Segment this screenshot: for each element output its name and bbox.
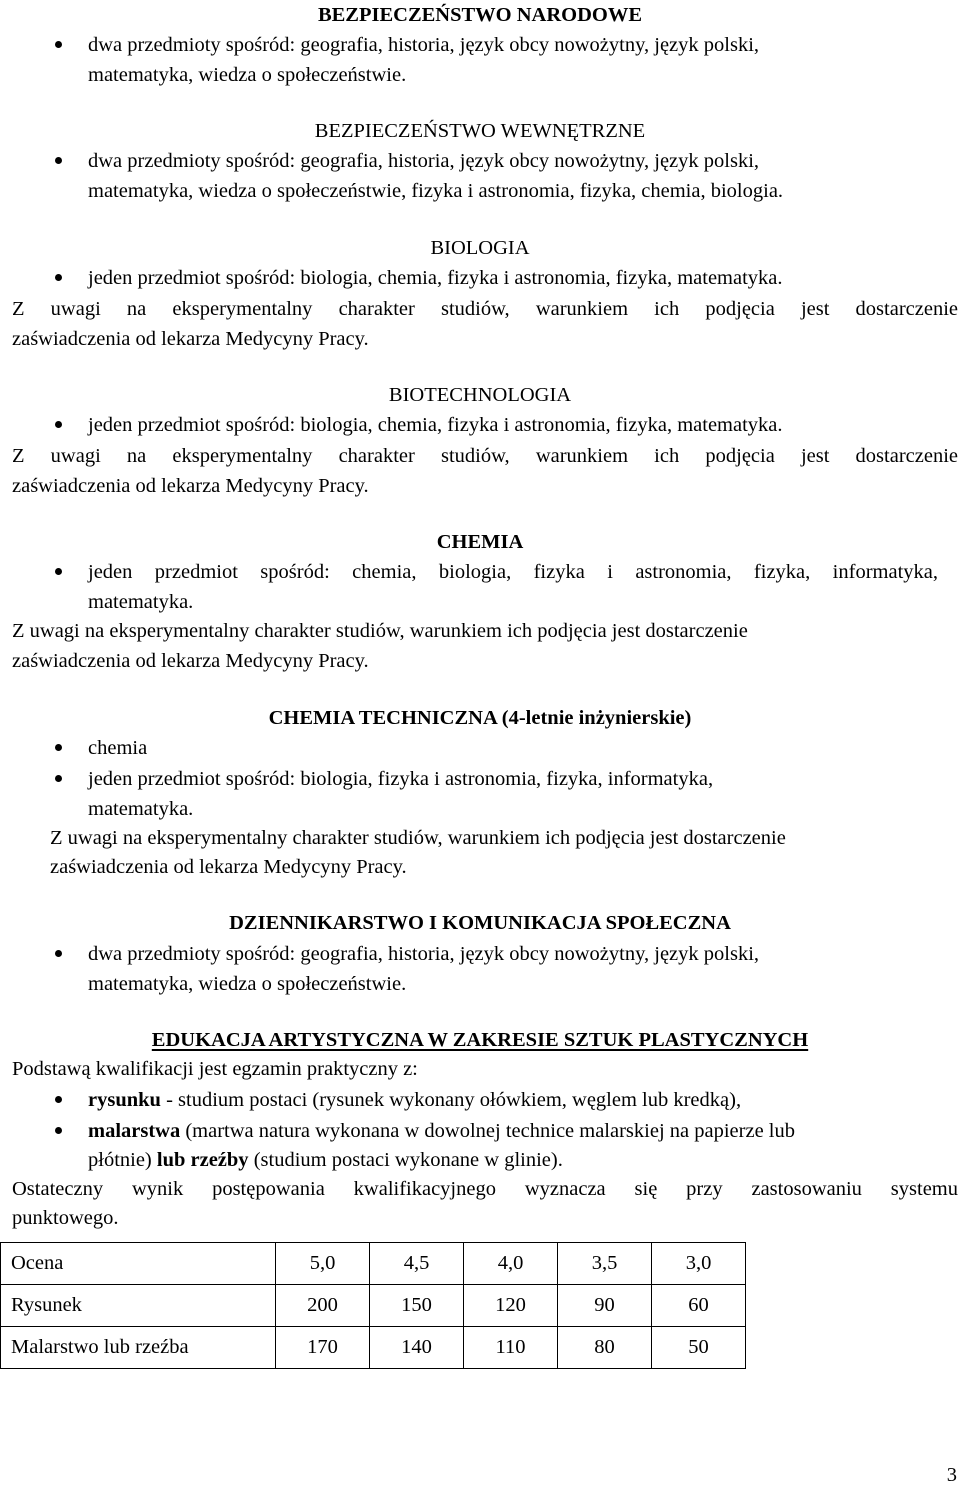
table-cell: 140 [370, 1327, 464, 1369]
bullet-icon [55, 568, 62, 575]
list-item-bold: lub rzeźby [156, 1149, 249, 1171]
list-item-text: - studium postaci (rysunek wykonany ołówkiem, węglem lub kredką), [160, 1089, 742, 1111]
note-text: Z uwagi na eksperymentalny charakter studiów, warunkiem ich podjęcia jest dostarczenie [12, 620, 748, 642]
table-row [1, 1327, 746, 1369]
table-cell: 150 [370, 1285, 464, 1327]
note-text: Z uwagi na eksperymentalny charakter studiów, warunkiem ich podjęcia jest dostarczenie [12, 445, 958, 467]
list-item-malarstwa [88, 1116, 795, 1146]
table-cell: Ocena [1, 1243, 276, 1285]
table-cell: Malarstwo lub rzeźba [1, 1327, 276, 1369]
grading-table [0, 1242, 746, 1369]
note-text: Z uwagi na eksperymentalny charakter studiów, warunkiem ich podjęcia jest dostarczenie [50, 827, 786, 849]
list-item-text: matematyka, wiedza o społeczeństwie. [88, 64, 407, 86]
table-cell: 4,0 [464, 1243, 558, 1285]
table-cell: 110 [464, 1327, 558, 1369]
list-item-text: matematyka, wiedza o społeczeństwie. [88, 973, 407, 995]
table-cell: 120 [464, 1285, 558, 1327]
table-cell: 170 [276, 1327, 370, 1369]
list-item-text: jeden przedmiot spośród: biologia, fizyka i astronomia, fizyka, informatyka, [88, 768, 714, 790]
list-item-text: dwa przedmioty spośród: geografia, historia, język obcy nowożytny, język polski, [88, 150, 760, 172]
section-title-biotechnologia: BIOTECHNOLOGIA [388, 384, 572, 406]
note-text: zaświadczenia od lekarza Medycyny Pracy. [50, 856, 407, 878]
table-cell: 80 [558, 1327, 652, 1369]
list-item-bold: malarstwa [88, 1120, 181, 1142]
table-cell: 60 [652, 1285, 746, 1327]
list-item-text: jeden przedmiot spośród: biologia, chemia, fizyka i astronomia, fizyka, matematyka. [88, 267, 783, 289]
table-cell: 5,0 [276, 1243, 370, 1285]
intro-text: Podstawą kwalifikacji jest egzamin praktyczny z: [12, 1058, 418, 1080]
outro-text: Ostateczny wynik postępowania kwalifikacyjnego wyznacza się przy zastosowaniu systemu [12, 1178, 958, 1200]
bullet-icon [55, 1096, 62, 1103]
bullet-icon [55, 41, 62, 48]
list-item-text: chemia [88, 737, 148, 759]
table-cell: 90 [558, 1285, 652, 1327]
list-item-text: jeden przedmiot spośród: chemia, biologia, fizyka i astronomia, fizyka, informatyka, [88, 561, 938, 583]
section-title-chemia-techniczna: CHEMIA TECHNICZNA (4-letnie inżynierskie) [268, 707, 692, 729]
bullet-icon [55, 274, 62, 281]
list-item-text: jeden przedmiot spośród: biologia, chemia, fizyka i astronomia, fizyka, matematyka. [88, 414, 783, 436]
bullet-icon [55, 744, 62, 751]
bullet-icon [55, 775, 62, 782]
note-text: zaświadczenia od lekarza Medycyny Pracy. [12, 475, 369, 497]
list-item-text: płótnie) [88, 1149, 157, 1171]
list-item-bold: rysunku [88, 1089, 161, 1111]
section-title-dziennikarstwo: DZIENNIKARSTWO I KOMUNIKACJA SPOŁECZNA [229, 912, 731, 934]
table-cell: 3,0 [652, 1243, 746, 1285]
bullet-icon [55, 157, 62, 164]
table-cell: 50 [652, 1327, 746, 1369]
note-text: zaświadczenia od lekarza Medycyny Pracy. [12, 328, 369, 350]
outro-text: punktowego. [12, 1207, 119, 1229]
table-cell: 200 [276, 1285, 370, 1327]
bullet-icon [55, 1127, 62, 1134]
table-header-row [1, 1243, 746, 1285]
table-row [1, 1285, 746, 1327]
note-text: zaświadczenia od lekarza Medycyny Pracy. [12, 650, 369, 672]
section-title-bezpieczenstwo-narodowe: BEZPIECZEŃSTWO NARODOWE [317, 4, 643, 26]
bullet-icon [55, 950, 62, 957]
note-text: Z uwagi na eksperymentalny charakter studiów, warunkiem ich podjęcia jest dostarczenie [12, 298, 958, 320]
table-cell: Rysunek [1, 1285, 276, 1327]
page-number: 3 [946, 1464, 957, 1486]
list-item-text: (studium postaci wykonane w glinie). [248, 1149, 563, 1171]
section-title-bezpieczenstwo-wewnetrzne: BEZPIECZEŃSTWO WEWNĘTRZNE [314, 120, 646, 142]
list-item-text: matematyka. [88, 591, 194, 613]
bullet-icon [55, 421, 62, 428]
list-item-continuation [88, 1145, 563, 1175]
list-item-text: matematyka. [88, 798, 194, 820]
list-item-rysunku [88, 1085, 741, 1115]
list-item-text: dwa przedmioty spośród: geografia, historia, język obcy nowożytny, język polski, [88, 943, 760, 965]
list-item-text: (martwa natura wykonana w dowolnej technice malarskiej na papierze lub [180, 1120, 795, 1142]
section-title-chemia: CHEMIA [436, 531, 524, 553]
section-title-biologia: BIOLOGIA [430, 237, 530, 259]
list-item-text: matematyka, wiedza o społeczeństwie, fizyka i astronomia, fizyka, chemia, biologia. [88, 180, 784, 202]
list-item-text: dwa przedmioty spośród: geografia, historia, język obcy nowożytny, język polski, [88, 34, 760, 56]
table-cell: 3,5 [558, 1243, 652, 1285]
section-title-edukacja-artystyczna: EDUKACJA ARTYSTYCZNA W ZAKRESIE SZTUK PLASTYCZNYCH [151, 1029, 809, 1051]
table-cell: 4,5 [370, 1243, 464, 1285]
